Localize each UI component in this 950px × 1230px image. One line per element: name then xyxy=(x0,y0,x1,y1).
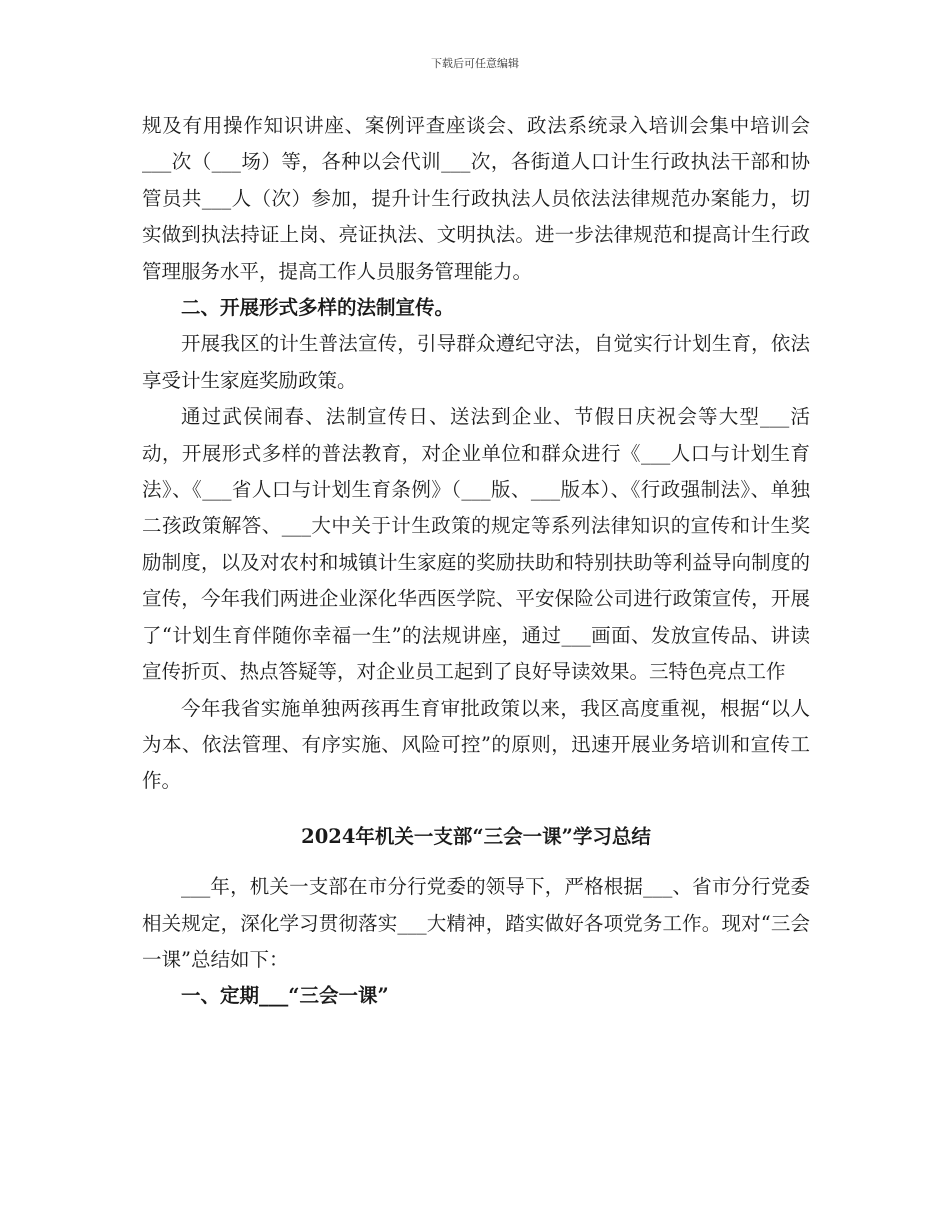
paragraph: 开展我区的计生普法宣传，引导群众遵纪守法，自觉实行计划生育，依法享受计生家庭奖励政策。 xyxy=(142,332,810,392)
section-heading-1: 一、定期___“三会一课” xyxy=(181,984,389,1008)
paragraph: 通过武侯闹春、法制宣传日、送法到企业、节假日庆祝会等大型___活动，开展形式多样的普法教育，对企业单位和群众进行《___人口与计划生育法》、《___省人口与计划生育条例》（___版、___版本）、《行政强制法》、单独二孩政策解答、___大中关于计生政策的规定等系列法律知识的宣传和计生奖励制度，以及对农村和城镇计生家庭的奖励扶助和特别扶助等利益导向制度的宣传，今年我们两进企业深化华西医学院、平安保险公司进行政策宣传，开展了“计划生育伴随你幸福一生”的法规讲座，通过___画面、发放宣传品、讲读宣传折页、热点答疑等，对企业员工起到了良好导读效果。三特色亮点工作 xyxy=(142,405,810,684)
page-header-note: 下载后可任意编辑 xyxy=(431,57,519,70)
section-heading-2: 二、开展形式多样的法制宣传。 xyxy=(181,296,455,320)
paragraph: ___年，机关一支部在市分行党委的领导下，严格根据___、省市分行党委相关规定，深化学习贯彻落实___大精神，踏实做好各项党务工作。现对“三会一课”总结如下： xyxy=(142,875,810,971)
document-body xyxy=(142,108,810,1015)
paragraph-continuation: 规及有用操作知识讲座、案例评查座谈会、政法系统录入培训会集中培训会___次（___场）等，各种以会代训___次，各街道人口计生行政执法干部和协管员共___人（次）参加，提升计生行政执法人员依法法律规范办案能力，切实做到执法持证上岗、亮证执法、文明执法。进一步法律规范和提高计生行政管理服务水平，提高工作人员服务管理能力。 xyxy=(142,114,810,283)
paragraph: 今年我省实施单独两孩再生育审批政策以来，我区高度重视，根据“以人为本、依法管理、有序实施、风险可控”的原则，迅速开展业务培训和宣传工作。 xyxy=(142,696,810,793)
document-title: 2024年机关一支部“三会一课”学习总结 xyxy=(301,824,651,848)
